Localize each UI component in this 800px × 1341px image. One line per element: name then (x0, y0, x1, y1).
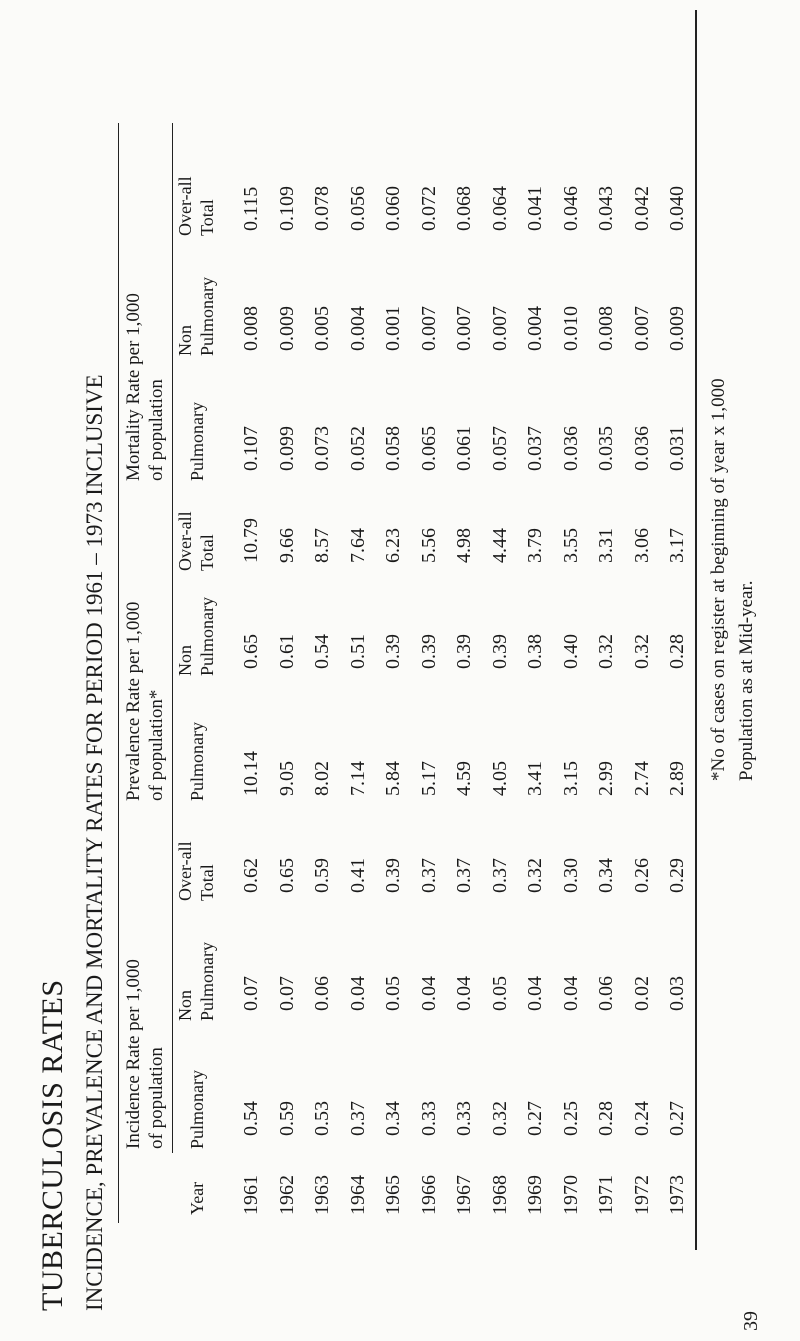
col-mort-pulmonary: Pulmonary (187, 402, 207, 481)
col-label-line1: Non (175, 325, 195, 356)
cell-year: 1964 (346, 1175, 369, 1215)
cell-prev-non: 0.51 (346, 634, 369, 669)
table-row (382, 0, 416, 1341)
cell-year: 1966 (417, 1175, 440, 1215)
col-inc-overall (174, 841, 218, 901)
col-prev-pulmonary: Pulmonary (187, 722, 207, 801)
table-row (489, 0, 523, 1341)
cell-prev-tot: 3.79 (524, 528, 546, 563)
cell-mort-pul: 0.036 (559, 426, 582, 471)
col-label-line1: Non (175, 645, 195, 676)
cell-mort-non: 0.004 (524, 306, 546, 351)
cell-mort-pul: 0.057 (488, 426, 511, 471)
cell-mort-pul: 0.058 (382, 426, 404, 471)
table-header-rule (172, 123, 173, 1153)
footnote-line1: *No of cases on register at beginning of year x 1,000 (708, 378, 729, 781)
cell-inc-non: 0.05 (488, 976, 511, 1011)
page-number: 39 (740, 1311, 762, 1331)
cell-prev-tot: 9.66 (275, 528, 298, 563)
table-top-rule (118, 123, 119, 1223)
cell-prev-tot: 7.64 (346, 528, 369, 563)
table-row (240, 0, 274, 1341)
col-label-line1: Over-all (175, 176, 195, 236)
cell-prev-non: 0.65 (240, 634, 262, 669)
cell-year: 1973 (666, 1175, 688, 1215)
cell-inc-pul: 0.37 (346, 1101, 369, 1136)
cell-inc-pul: 0.25 (559, 1101, 582, 1136)
col-label-line1: Over-all (175, 511, 195, 571)
cell-mort-tot: 0.046 (559, 186, 582, 231)
cell-inc-pul: 0.32 (488, 1101, 511, 1136)
prevalence-header-line2: of population* (146, 689, 167, 801)
col-inc-pulmonary: Pulmonary (187, 1070, 207, 1149)
prevalence-header-line1: Prevalence Rate per 1,000 (123, 601, 144, 801)
cell-inc-tot: 0.62 (240, 858, 262, 893)
table-row (631, 0, 665, 1341)
cell-mort-tot: 0.078 (311, 186, 333, 231)
table-row (524, 0, 558, 1341)
table-row (560, 0, 594, 1341)
cell-prev-pul: 4.59 (453, 761, 475, 796)
cell-mort-pul: 0.031 (666, 426, 688, 471)
cell-mort-tot: 0.041 (524, 186, 546, 231)
cell-prev-pul: 7.14 (346, 761, 369, 796)
cell-inc-pul: 0.53 (311, 1101, 333, 1136)
col-prev-non-pulmonary (174, 597, 218, 676)
page-subtitle: INCIDENCE, PREVALENCE AND MORTALITY RATES FOR PERIOD 1961 – 1973 INCLUSIVE (82, 374, 107, 1311)
cell-inc-tot: 0.59 (311, 858, 333, 893)
cell-inc-pul: 0.27 (666, 1101, 688, 1136)
cell-inc-non: 0.04 (417, 976, 440, 1011)
cell-prev-pul: 4.05 (488, 761, 511, 796)
cell-year: 1971 (595, 1175, 617, 1215)
cell-mort-pul: 0.065 (417, 426, 440, 471)
cell-prev-tot: 4.98 (453, 528, 475, 563)
col-prev-overall (174, 511, 218, 571)
col-label-line2: Total (197, 199, 217, 236)
table-row (666, 0, 700, 1341)
cell-mort-tot: 0.064 (488, 186, 511, 231)
cell-inc-non: 0.07 (240, 976, 262, 1011)
cell-mort-pul: 0.036 (630, 426, 653, 471)
cell-prev-tot: 3.31 (595, 528, 617, 563)
cell-prev-pul: 5.84 (382, 761, 404, 796)
cell-mort-pul: 0.099 (275, 426, 298, 471)
table-row (453, 0, 487, 1341)
cell-inc-tot: 0.39 (382, 858, 404, 893)
cell-prev-tot: 6.23 (382, 528, 404, 563)
cell-prev-tot: 8.57 (311, 528, 333, 563)
cell-inc-non: 0.06 (595, 976, 617, 1011)
cell-mort-non: 0.008 (595, 306, 617, 351)
prevalence-group-header (122, 602, 168, 801)
cell-inc-tot: 0.37 (453, 858, 475, 893)
cell-mort-non: 0.004 (346, 306, 369, 351)
cell-mort-pul: 0.037 (524, 426, 546, 471)
cell-year: 1963 (311, 1175, 333, 1215)
cell-mort-non: 0.008 (240, 306, 262, 351)
cell-prev-pul: 2.99 (595, 761, 617, 796)
cell-inc-non: 0.03 (666, 976, 688, 1011)
mortality-header-line2: of population (146, 379, 167, 481)
col-inc-non-pulmonary (174, 942, 218, 1021)
cell-year: 1969 (524, 1175, 546, 1215)
cell-year: 1965 (382, 1175, 404, 1215)
incidence-header-line1: Incidence Rate per 1,000 (123, 959, 144, 1149)
col-label-line2: Total (197, 534, 217, 571)
cell-prev-non: 0.32 (595, 634, 617, 669)
cell-inc-pul: 0.34 (382, 1101, 404, 1136)
table-row (311, 0, 345, 1341)
cell-prev-non: 0.39 (488, 634, 511, 669)
incidence-group-header (122, 959, 168, 1149)
cell-prev-pul: 2.74 (630, 761, 653, 796)
cell-mort-non: 0.007 (417, 306, 440, 351)
cell-prev-non: 0.39 (417, 634, 440, 669)
cell-mort-tot: 0.056 (346, 186, 369, 231)
cell-inc-non: 0.04 (346, 976, 369, 1011)
cell-mort-pul: 0.107 (240, 426, 262, 471)
cell-prev-tot: 3.55 (559, 528, 582, 563)
page-title: TUBERCULOSIS RATES (36, 979, 69, 1311)
cell-mort-non: 0.007 (453, 306, 475, 351)
cell-inc-tot: 0.26 (630, 858, 653, 893)
mortality-group-header (122, 293, 168, 481)
col-mort-overall (174, 176, 218, 236)
cell-mort-tot: 0.043 (595, 186, 617, 231)
mortality-header-line1: Mortality Rate per 1,000 (123, 293, 144, 481)
cell-year: 1961 (240, 1175, 262, 1215)
cell-prev-non: 0.61 (275, 634, 298, 669)
cell-year: 1972 (630, 1175, 653, 1215)
cell-inc-non: 0.07 (275, 976, 298, 1011)
col-label-line1: Over-all (175, 841, 195, 901)
col-label-line2: Total (197, 864, 217, 901)
cell-inc-tot: 0.34 (595, 858, 617, 893)
cell-mort-pul: 0.073 (311, 426, 333, 471)
cell-prev-non: 0.39 (382, 634, 404, 669)
cell-mort-tot: 0.068 (453, 186, 475, 231)
cell-prev-non: 0.39 (453, 634, 475, 669)
col-label-line2: Pulmonary (197, 277, 217, 356)
cell-inc-tot: 0.32 (524, 858, 546, 893)
cell-mort-tot: 0.115 (240, 186, 262, 231)
cell-inc-pul: 0.28 (595, 1101, 617, 1136)
cell-inc-tot: 0.29 (666, 858, 688, 893)
cell-inc-tot: 0.37 (417, 858, 440, 893)
cell-year: 1970 (559, 1175, 582, 1215)
cell-inc-pul: 0.27 (524, 1101, 546, 1136)
col-label-line2: Pulmonary (197, 942, 217, 1021)
cell-prev-tot: 4.44 (488, 528, 511, 563)
cell-prev-pul: 9.05 (275, 761, 298, 796)
cell-inc-non: 0.04 (453, 976, 475, 1011)
cell-prev-pul: 8.02 (311, 761, 333, 796)
cell-prev-non: 0.38 (524, 634, 546, 669)
cell-inc-pul: 0.33 (453, 1101, 475, 1136)
cell-mort-non: 0.005 (311, 306, 333, 351)
cell-prev-non: 0.40 (559, 634, 582, 669)
cell-prev-tot: 5.56 (417, 528, 440, 563)
cell-inc-pul: 0.33 (417, 1101, 440, 1136)
cell-inc-tot: 0.37 (488, 858, 511, 893)
cell-inc-non: 0.04 (559, 976, 582, 1011)
cell-mort-non: 0.009 (666, 306, 688, 351)
cell-prev-pul: 5.17 (417, 761, 440, 796)
cell-inc-non: 0.06 (311, 976, 333, 1011)
cell-prev-tot: 10.79 (240, 518, 262, 563)
cell-mort-tot: 0.042 (630, 186, 653, 231)
cell-mort-non: 0.007 (630, 306, 653, 351)
cell-inc-tot: 0.65 (275, 858, 298, 893)
cell-prev-non: 0.32 (630, 634, 653, 669)
incidence-header-line2: of population (146, 1047, 167, 1149)
cell-inc-non: 0.02 (630, 976, 653, 1011)
col-label-line1: Non (175, 990, 195, 1021)
cell-inc-pul: 0.59 (275, 1101, 298, 1136)
cell-mort-non: 0.010 (559, 306, 582, 351)
cell-year: 1962 (275, 1175, 298, 1215)
cell-year: 1967 (453, 1175, 475, 1215)
cell-prev-non: 0.54 (311, 634, 333, 669)
cell-mort-pul: 0.061 (453, 426, 475, 471)
cell-mort-non: 0.001 (382, 306, 404, 351)
cell-inc-non: 0.05 (382, 976, 404, 1011)
cell-prev-pul: 3.15 (559, 761, 582, 796)
cell-inc-pul: 0.24 (630, 1101, 653, 1136)
cell-mort-tot: 0.060 (382, 186, 404, 231)
cell-prev-non: 0.28 (666, 634, 688, 669)
cell-mort-tot: 0.072 (417, 186, 440, 231)
cell-inc-non: 0.04 (524, 976, 546, 1011)
cell-year: 1968 (488, 1175, 511, 1215)
cell-mort-pul: 0.052 (346, 426, 369, 471)
cell-inc-tot: 0.41 (346, 858, 369, 893)
cell-mort-tot: 0.109 (275, 186, 298, 231)
cell-mort-pul: 0.035 (595, 426, 617, 471)
cell-mort-non: 0.009 (275, 306, 298, 351)
cell-prev-pul: 2.89 (666, 761, 688, 796)
cell-mort-tot: 0.040 (666, 186, 688, 231)
cell-mort-non: 0.007 (488, 306, 511, 351)
table-row (276, 0, 310, 1341)
cell-inc-pul: 0.54 (240, 1101, 262, 1136)
cell-prev-pul: 3.41 (524, 761, 546, 796)
cell-prev-tot: 3.17 (666, 528, 688, 563)
table-row (347, 0, 381, 1341)
col-label-line2: Pulmonary (197, 597, 217, 676)
cell-prev-tot: 3.06 (630, 528, 653, 563)
table-row (418, 0, 452, 1341)
table-row (595, 0, 629, 1341)
col-year: Year (187, 1181, 207, 1215)
col-mort-non-pulmonary (174, 277, 218, 356)
cell-inc-tot: 0.30 (559, 858, 582, 893)
footnote-line2: Population as at Mid-year. (736, 580, 757, 781)
cell-prev-pul: 10.14 (240, 751, 262, 796)
